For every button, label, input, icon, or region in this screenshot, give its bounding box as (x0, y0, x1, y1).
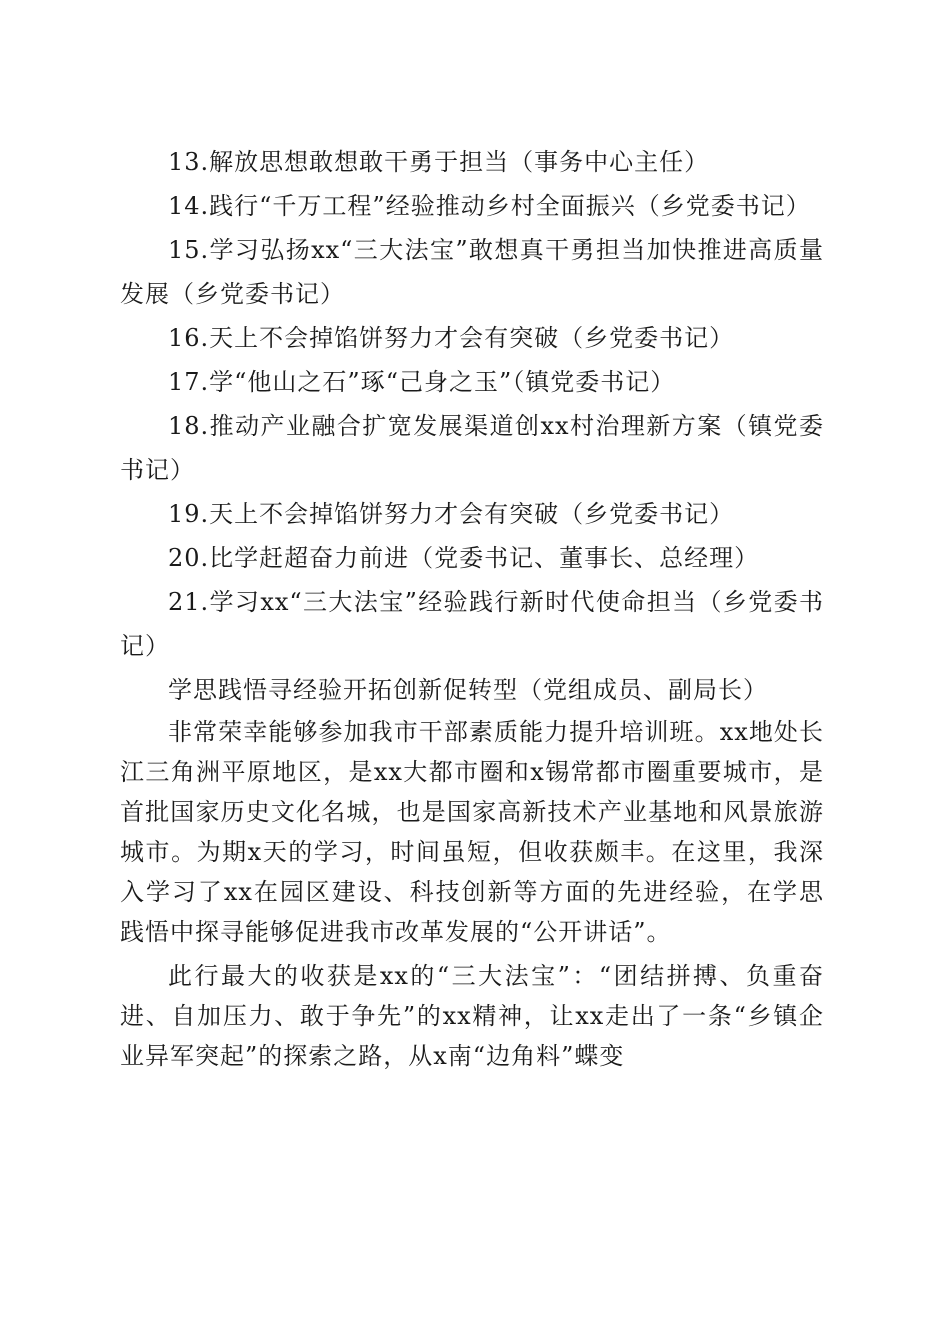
document-body (120, 140, 824, 1076)
list-item-19: 19.天上不会掉馅饼努力才会有突破（乡党委书记） (168, 500, 735, 528)
list-item-13: 13.解放思想敢想敢干勇于担当（事务中心主任） (168, 148, 710, 176)
list-item-20: 20.比学赶超奋力前进（党委书记、董事长、总经理） (168, 544, 760, 572)
list-item-16: 16.天上不会掉馅饼努力才会有突破（乡党委书记） (168, 324, 735, 352)
list-item-15: 15.学习弘扬xx“三大法宝”敢想真干勇担当加快推进高质量发展（乡党委书记） (120, 236, 824, 308)
list-item-17: 17.学“他山之石”琢“己身之玉”（镇党委书记） (168, 368, 676, 396)
article-title: 学思践悟寻经验开拓创新促转型（党组成员、副局长） (168, 676, 768, 704)
list-item-14: 14.践行“千万工程”经验推动乡村全面振兴（乡党委书记） (168, 192, 811, 220)
list-item-21: 21.学习xx“三大法宝”经验践行新时代使命担当（乡党委书记） (120, 588, 824, 660)
body-paragraph-1: 非常荣幸能够参加我市干部素质能力提升培训班。xx地处长江三角洲平原地区，是xx大都市圈和x锡常都市圈重要城市，是首批国家历史文化名城，也是国家高新技术产业基地和风景旅游城市。为期x天的学习，时间虽短，但收获颇丰。在这里，我深入学习了xx在园区建设、科技创新等方面的先进经验，在学思践悟中探寻能够促进我市改革发展的“公开讲话”。 (120, 718, 824, 946)
body-paragraph-2: 此行最大的收获是xx的“三大法宝”：“团结拼搏、负重奋进、自加压力、敢于争先”的xx精神，让xx走出了一条“乡镇企业异军突起”的探索之路，从x南“边角料”蝶变 (120, 962, 824, 1070)
list-item-18: 18.推动产业融合扩宽发展渠道创xx村治理新方案（镇党委书记） (120, 412, 824, 484)
